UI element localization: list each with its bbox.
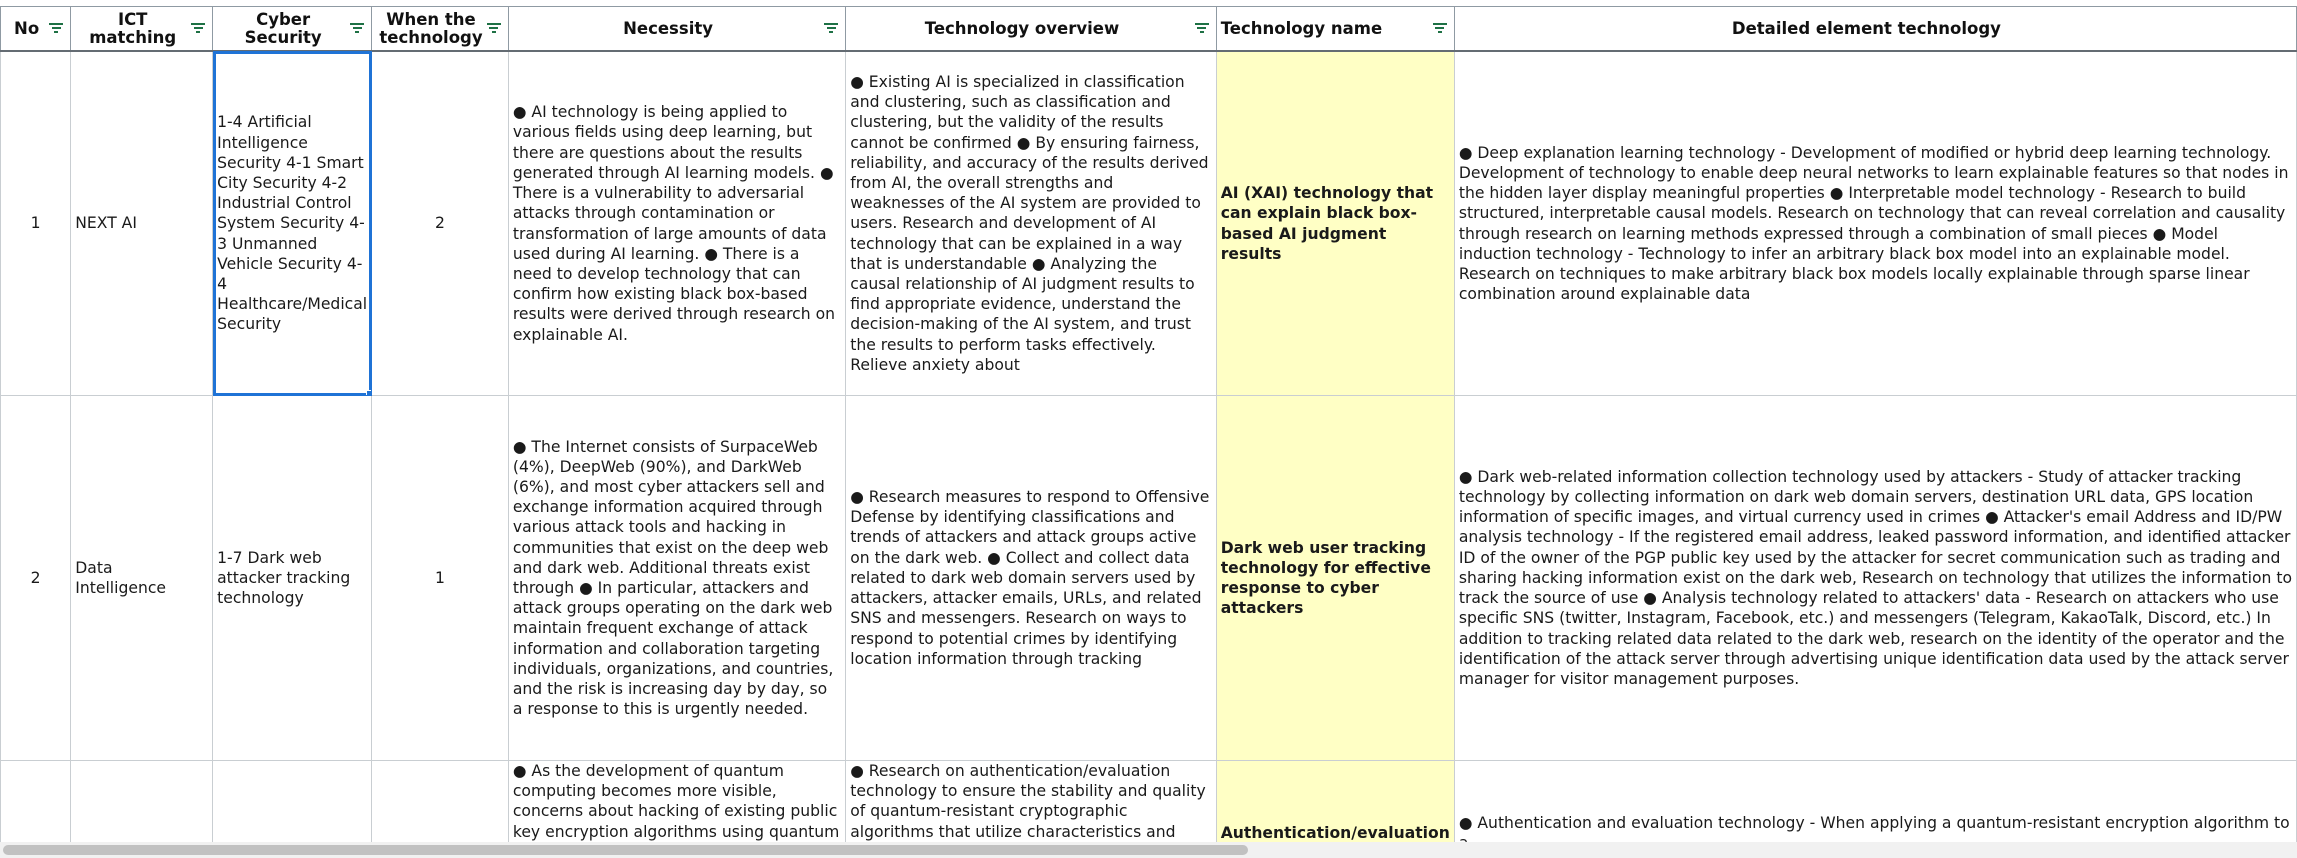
cell-technology-name[interactable]: AI (XAI) technology that can explain black box-based AI judgment results (1216, 51, 1454, 396)
column-header-technology-name[interactable]: Technology name (1216, 7, 1454, 52)
column-header-ict-matching[interactable]: ICT matching (71, 7, 213, 52)
filter-icon[interactable] (190, 23, 206, 35)
column-header-detail[interactable]: Detailed element technology (1454, 7, 2296, 52)
cell-ict-matching[interactable]: Data Intelligence (71, 396, 213, 761)
cell-ict-matching[interactable]: NEXT AI (71, 51, 213, 396)
cell-detail[interactable]: ● Dark web-related information collection technology used by attackers - Study of attacker tracking technology by collecting information on dark web domain servers, destination URL data, GPS location information of specific images, and virtual currency used in crimes ● Attacker's email Address and ID/PW analysis technology - If the registered email address, leaked password information, and identified attacker ID of the owner of the PGP public key used by the attacker for secret communication such as trading and sharing hacking information exist on the dark web, Research on technology that utilizes the information to track the source of use ● Analysis technology related to attackers' data - Research on attackers who use specific SNS (twitter, Instagram, Facebook, etc.) and messengers (Telegram, KakaoTalk, Discord, etc.) In addition to tracking related data related to the dark web, research on the identity of the operator and the identification of the attack server through advertising unique identification data used by the attack server manager for visitor management purposes. (1454, 396, 2296, 761)
table-row (1, 396, 2297, 761)
column-header-cyber-security[interactable]: Cyber Security (213, 7, 372, 52)
cell-necessity[interactable]: ● As the development of quantum computing becomes more visible, concerns about hacking of existing public key encryption algorithms using quantum (508, 761, 845, 858)
scrollbar-thumb[interactable] (3, 845, 1248, 855)
cell-detail[interactable]: ● Deep explanation learning technology - Development of modified or hybrid deep learning technology. Development of technology to enable deep neural networks to learn explainable features so that nodes in the hidden layer display meaningful properties ● Interpretable model technology - Research to build structured, interpretable causal models. Research on technology that can reveal correlation and causality through research on learning methods expressed through a combination of small pieces ● Model induction technology - Technology to infer an arbitrary black box model into an explainable model. Research on techniques to make arbitrary black box models locally explainable through sparse linear combination around explainable data (1454, 51, 2296, 396)
column-header-overview[interactable]: Technology overview (846, 7, 1216, 52)
cell-necessity[interactable]: ● The Internet consists of SurpaceWeb (4%), DeepWeb (90%), and DarkWeb (6%), and most cyber attackers sell and exchange information acquired through various attack tools and hacking in communities that exist on the deep web and dark web. Additional threats exist through ● In particular, attackers and attack groups operating on the dark web maintain frequent exchange of attack information and collaboration targeting individuals, organizations, and countries, and the risk is increasing day by day, so a response to this is urgently needed. (508, 396, 845, 761)
fill-handle[interactable] (366, 390, 372, 396)
cell-no[interactable]: 1 (1, 51, 71, 396)
cell-technology-name[interactable]: Dark web user tracking technology for effective response to cyber attackers (1216, 396, 1454, 761)
cell-when[interactable]: 1 (372, 396, 509, 761)
filter-icon[interactable] (349, 23, 365, 35)
cell-overview[interactable]: ● Research measures to respond to Offensive Defense by identifying classifications and trends of attackers and attack groups active on the dark web. ● Collect and collect data related to dark web domain servers used by attackers, attacker emails, URLs, and related SNS and messengers. Research on ways to respond to potential crimes by identifying location information through tracking (846, 396, 1216, 761)
cell-overview[interactable]: ● Existing AI is specialized in classification and clustering, such as classification and clustering, but the validity of the results cannot be confirmed ● By ensuring fairness, reliability, and accuracy of the results derived from AI, the overall strengths and weaknesses of the AI system are provided to users. Research and development of AI technology that can be explained in a way that is understandable ● Analyzing the causal relationship of AI judgment results to find appropriate evidence, understand the decision-making of the AI system, and trust the results to perform tasks effectively. Relieve anxiety about (846, 51, 1216, 396)
horizontal-scrollbar[interactable] (0, 842, 2297, 858)
data-table (0, 6, 2297, 858)
cell-necessity[interactable]: ● AI technology is being applied to various fields using deep learning, but there are questions about the results generated through AI learning models. ● There is a vulnerability to adversarial attacks through contamination or transformation of large amounts of data used during AI learning. ● There is a need to develop technology that can confirm how existing black box-based results were derived through research on explainable AI. (508, 51, 845, 396)
filter-icon[interactable] (48, 23, 64, 35)
filter-icon[interactable] (1194, 23, 1210, 35)
column-header-necessity[interactable]: Necessity (508, 7, 845, 52)
cell-cyber-security[interactable]: 1-7 Dark web attacker tracking technology (213, 396, 372, 761)
table-row (1, 51, 2297, 396)
cell-when[interactable]: 2 (372, 51, 509, 396)
cell-technology-name[interactable]: Authentication/evaluation (1216, 761, 1454, 858)
cell-text: 1-4 Artificial Intelligence Security 4-1 Smart City Security 4-2 Industrial Control System Security 4-3 Unmanned Vehicle Security 4-4 Healthcare/Medical Security (217, 113, 368, 334)
column-header-when[interactable]: When the technology (372, 7, 509, 52)
header-row (1, 7, 2297, 52)
filter-icon[interactable] (823, 23, 839, 35)
cell-cyber-security-selected[interactable] (213, 51, 372, 396)
column-header-no[interactable]: No (1, 7, 71, 52)
filter-icon[interactable] (486, 23, 502, 35)
cell-no[interactable]: 2 (1, 396, 71, 761)
filter-icon[interactable] (1432, 23, 1448, 35)
cell-detail[interactable]: ● Authentication and evaluation technology - When applying a quantum-resistant encryption algorithm to (1454, 761, 2296, 858)
cell-overview[interactable]: ● Research on authentication/evaluation technology to ensure the stability and quality of quantum-resistant cryptographic algorithms that utilize characteristics and (846, 761, 1216, 858)
